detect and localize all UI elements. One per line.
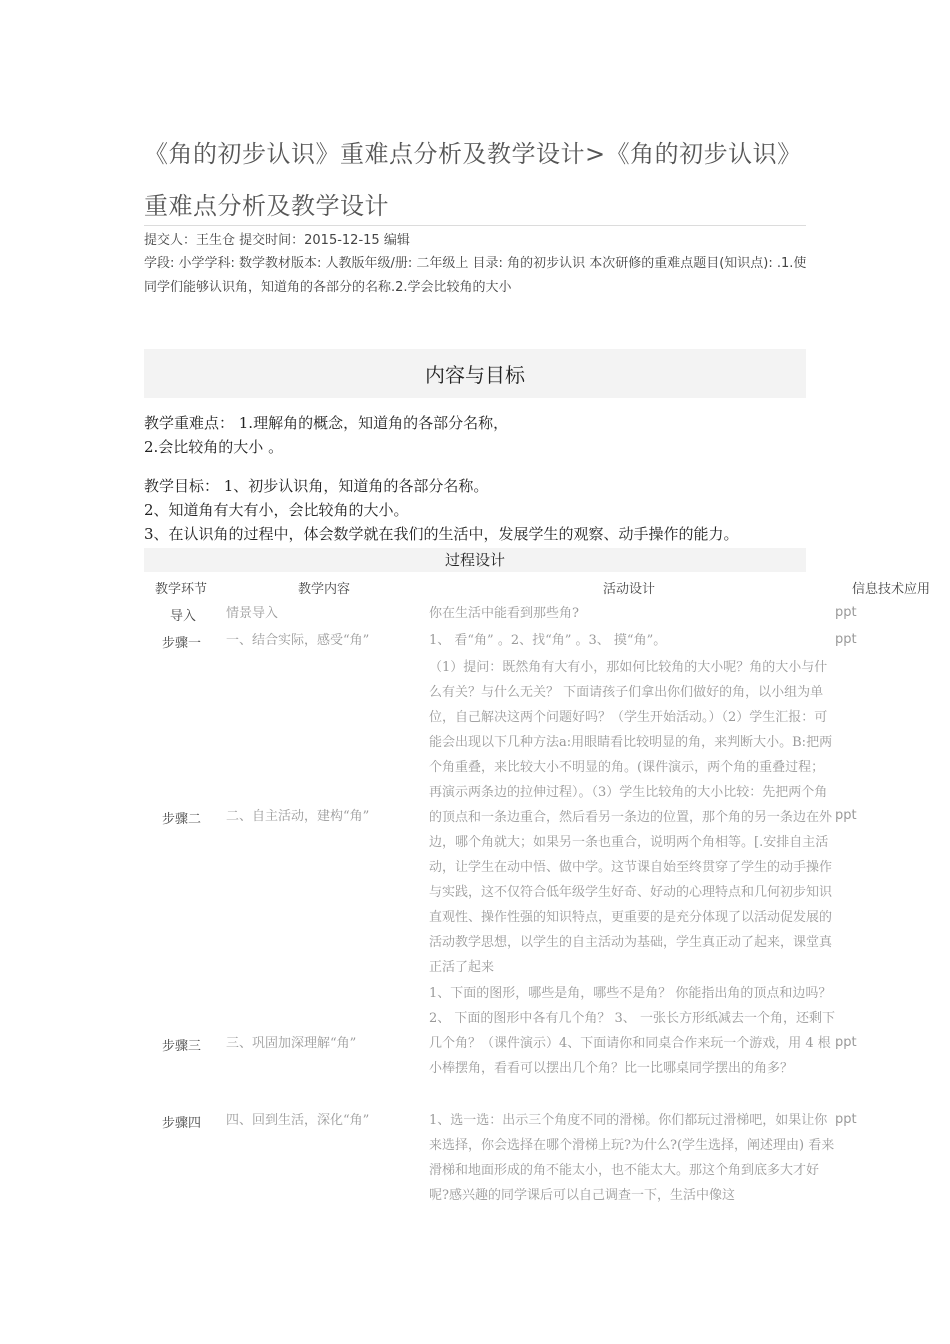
table-row-stage: 步骤四 [162, 1116, 202, 1131]
table-row-tech: ppt [835, 605, 857, 620]
table-row-stage: 步骤一 [162, 636, 202, 651]
column-header-activity: 活动设计 [603, 582, 656, 597]
column-header-stage: 教学环节 [155, 582, 208, 597]
title-divider [144, 225, 806, 226]
table-row-activity: 你在生活中能看到那些角? [429, 606, 579, 621]
table-row-tech: ppt [835, 632, 857, 647]
submission-meta [144, 229, 410, 248]
table-row-tech: ppt [835, 808, 857, 823]
table-row-content: 三、巩固加深理解“角” [226, 1036, 357, 1051]
table-row-content: 情景导入 [226, 606, 279, 621]
key-points-line-1: 教学重难点： 1.理解角的概念，知道角的各部分名称， [144, 414, 509, 432]
table-row-activity: 1、选一选：出示三个角度不同的滑梯。你们都玩过滑梯吧，如果让你来选择，你会选择在哪个滑梯上玩?为什么?(学生选择，阐述理由) 看来滑梯和地面形成的角不能太小，也不能太大。那这个角到底多大才好呢?感兴趣的同学课后可以自己调查一下，生活中像这 [429, 1113, 835, 1203]
course-info: 学段: 小学学科: 数学教材版本: 人教版年级/册: 二年级上 目录: 角的初步认识 本次研修的重难点题目(知识点): .1.使同学们能够认识角，知道角的各部分的名称.2.学会比较角的大小 [144, 256, 807, 295]
table-row-stage: 导入 [170, 609, 197, 624]
column-header-content: 教学内容 [298, 582, 351, 597]
goals-line-3: 3、在认识角的过程中，体会数学就在我们的生活中，发展学生的观察、动手操作的能力。 [144, 525, 739, 543]
goals-line-2: 2、知道角有大有小，会比较角的大小。 [144, 501, 409, 519]
page-title: 《角的初步认识》重难点分析及教学设计>《角的初步认识》重难点分析及教学设计 [144, 140, 802, 220]
section-heading: 内容与目标 [144, 349, 806, 398]
table-row-activity: 1、下面的图形，哪些是角，哪些不是角？ 你能指出角的顶点和边吗？ 2、 下面的图形中各有几个角？ 3、 一张长方形纸减去一个角，还剩下几个角？（课件演示）4、下面请你和同桌合作来玩一个游戏，用 4 根小棒摆角，看看可以摆出几个角？比一比哪桌同学摆出的角多？ [429, 986, 835, 1076]
goals-line-1: 教学目标： 1、初步认识角，知道角的各部分名称。 [144, 477, 489, 495]
table-row-stage: 步骤三 [162, 1039, 202, 1054]
table-row-content: 一、结合实际，感受“角” [226, 633, 370, 648]
table-row-activity: 1、 看“角” 。2、找“角” 。3、 摸“角”。 [429, 633, 667, 648]
table-row-content: 二、自主活动，建构“角” [226, 809, 370, 824]
process-heading: 过程设计 [144, 548, 806, 572]
table-row-content: 四、回到生活，深化“角” [226, 1113, 370, 1128]
key-points-line-2: 2.会比较角的大小 。 [144, 438, 284, 456]
submitter-info: 提交人：王生仓 提交时间：2015-12-15 [144, 233, 380, 248]
edit-link[interactable]: 编辑 [383, 233, 410, 248]
table-row-tech: ppt [835, 1112, 857, 1127]
table-row-tech: ppt [835, 1035, 857, 1050]
table-row-activity: （1）提问：既然角有大有小，那如何比较角的大小呢？角的大小与什么有关？与什么无关？ 下面请孩子们拿出你们做好的角，以小组为单位，自己解决这两个问题好吗？（学生开始活动。）（2）学生汇报：可能会出现以下几种方法a:用眼睛看比较明显的角，来判断大小。B:把两个角重叠，来比较大小不明显的角。(课件演示，两个角的重叠过程；再演示两条边的拉伸过程）。（3）学生比较角的大小比较：先把两个角的顶点和一条边重合，然后看另一条边的位置，那个角的另一条边在外边，哪个角就大；如果另一条也重合，说明两个角相等。[.安排自主活动，让学生在动中悟、做中学。这节课自始至终贯穿了学生的动手操作与实践，这不仅符合低年级学生好奇、好动的心理特点和几何初步知识直观性、操作性强的知识特点，更重要的是充分体现了以活动促发展的活动教学思想，以学生的自主活动为基础，学生真正动了起来，课堂真正活了起来 [429, 660, 833, 975]
column-header-tech: 信息技术应用 [852, 582, 931, 597]
table-row-stage: 步骤二 [162, 812, 202, 827]
